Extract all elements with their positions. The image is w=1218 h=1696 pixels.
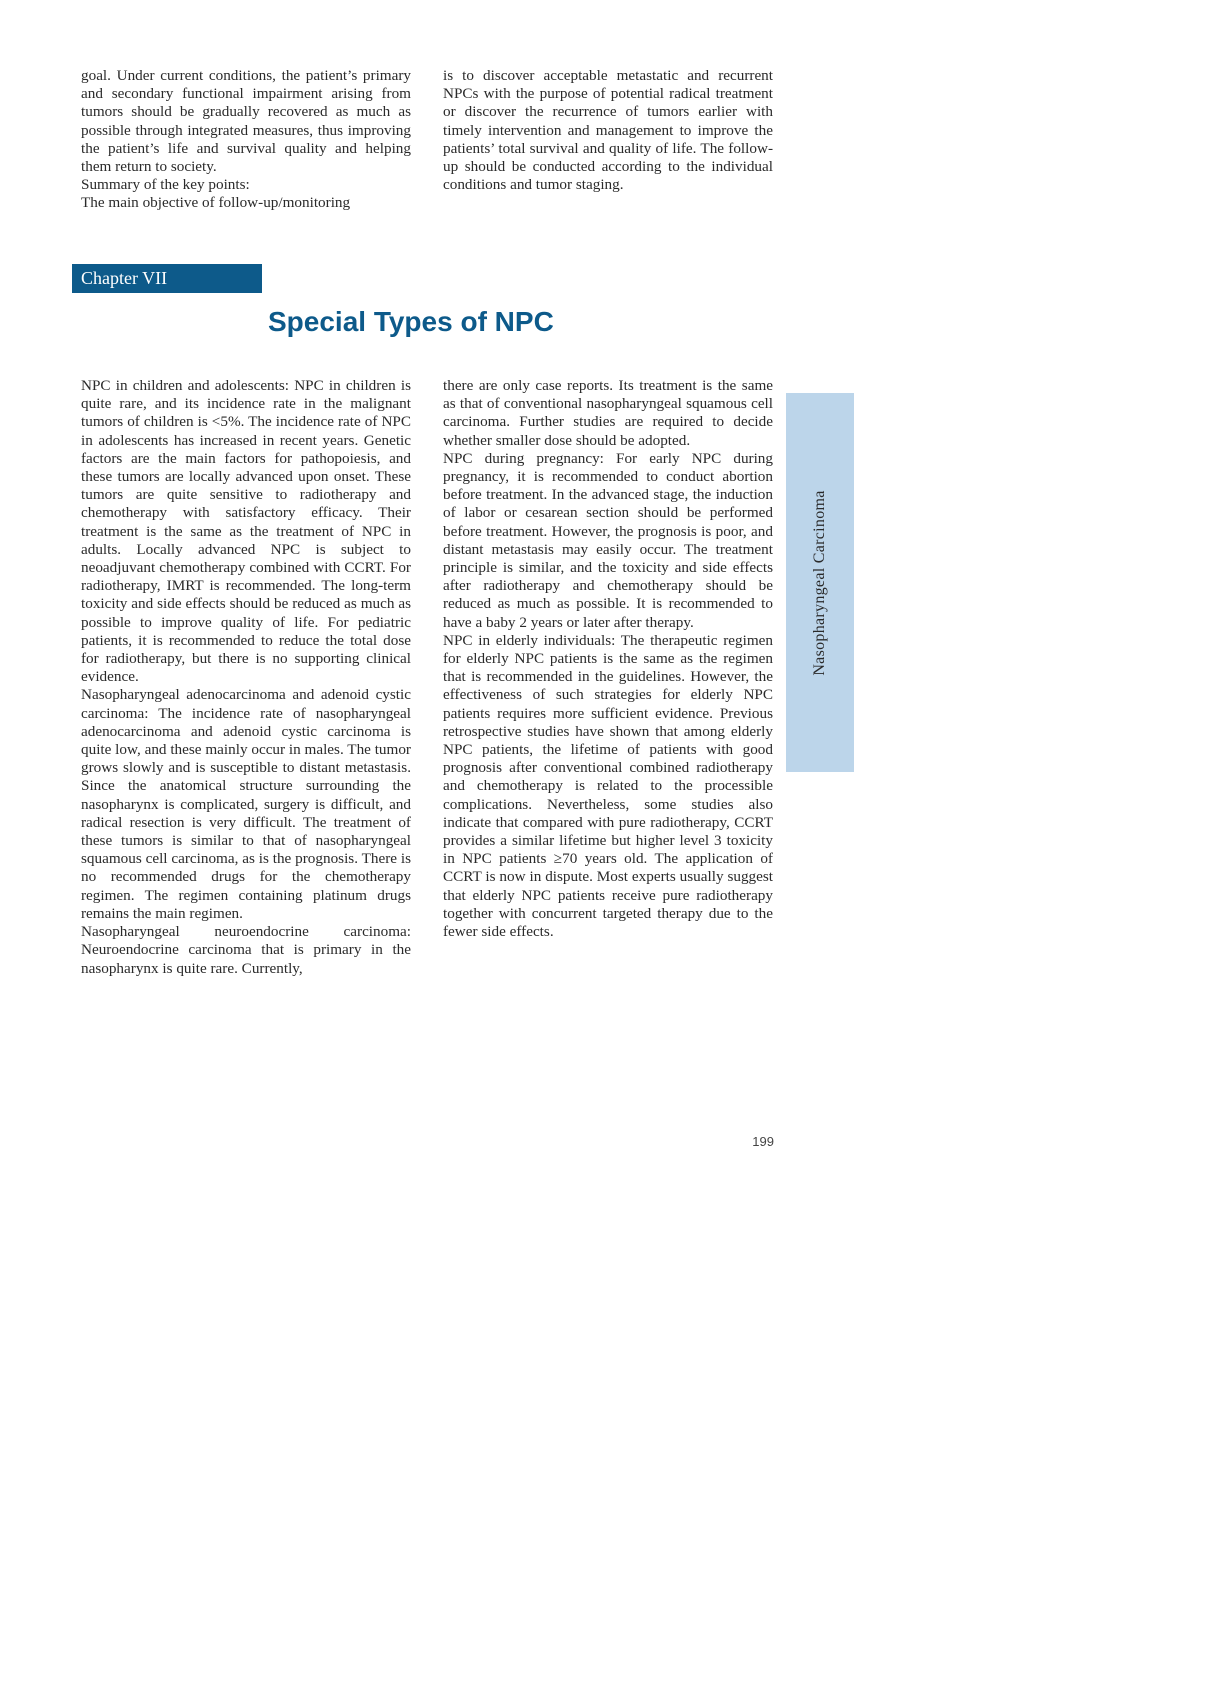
paragraph: goal. Under current conditions, the patient’s primary and secondary functional impairment arising from tumors should be gradually recovered as much as possible through integrated measures, thus improving the patient’s life and survival quality and helping them return to society. [81, 67, 411, 176]
paragraph: Nasopharyngeal adenocarcinoma and adenoid cystic carcinoma: The incidence rate of nasopharyngeal adenocarcinoma and adenoid cystic carcinoma is quite low, and these mainly occur in males. The tumor grows slowly and is susceptible to distant metastasis. Since the anatomical structure surrounding the nasopharynx is complicated, surgery is difficult, and radical resection is very difficult. The treatment of these tumors is similar to that of nasopharyngeal squamous cell carcinoma, as is the prognosis. There is no recommended drugs for the chemotherapy regimen. The regimen containing platinum drugs remains the main regimen. [81, 686, 411, 922]
paragraph: NPC in children and adolescents: NPC in children is quite rare, and its incidence rate in the malignant tumors of children is <5%. The incidence rate of NPC in adolescents has increased in recent years. Genetic factors are the main factors for pathopoiesis, and these tumors are locally advanced upon onset. These tumors are quite sensitive to radiotherapy and chemotherapy with satisfactory efficacy. Their treatment is the same as the treatment of NPC in adults. Locally advanced NPC is subject to neoadjuvant chemotherapy combined with CCRT. For radiotherapy, IMRT is recommended. The long-term toxicity and side effects should be reduced as much as possible to improve quality of life. For pediatric patients, it is recommended to reduce the total dose for radiotherapy, but there is no supporting clinical evidence. [81, 377, 411, 686]
top-left-column [81, 67, 411, 213]
body-left-column [81, 377, 411, 978]
side-tab [786, 393, 854, 772]
chapter-label: Chapter VII [72, 264, 262, 293]
side-tab-label: Nasopharyngeal Carcinoma [811, 489, 828, 676]
chapter-title: Special Types of NPC [268, 306, 554, 337]
paragraph: NPC during pregnancy: For early NPC during pregnancy, it is recommended to conduct abortion before treatment. In the advanced stage, the induction of labor or cesarean section should be performed before treatment. However, the prognosis is poor, and distant metastasis may easily occur. The treatment principle is similar, and the toxicity and side effects after radiotherapy and chemotherapy should be reduced as much as possible. It is recommended to have a baby 2 years or later after therapy. [443, 449, 773, 631]
top-right-column [443, 67, 773, 194]
paragraph: is to discover acceptable metastatic and recurrent NPCs with the purpose of potential radical treatment or discover the recurrence of tumors earlier with timely intervention and management to improve the patients’ total survival and quality of life. The follow-up should be conducted according to the individual conditions and tumor staging. [443, 67, 773, 194]
body-right-column [443, 377, 773, 941]
paragraph: Nasopharyngeal neuroendocrine carcinoma: Neuroendocrine carcinoma that is primary in the nasopharynx is quite rare. Currently, [81, 923, 411, 977]
paragraph: NPC in elderly individuals: The therapeutic regimen for elderly NPC patients is the same as the regimen that is recommended in the guidelines. However, the effectiveness of such strategies for elderly NPC patients requires more sufficient evidence. Previous retrospective studies have shown that among elderly NPC patients, the lifetime of patients with good prognosis after conventional combined radiotherapy and chemotherapy is related to the processible complications. Nevertheless, some studies also indicate that compared with pure radiotherapy, CCRT provides a similar lifetime but higher level 3 toxicity in NPC patients ≥70 years old. The application of CCRT is now in dispute. Most experts usually suggest that elderly NPC patients receive pure radiotherapy together with concurrent targeted therapy due to the fewer side effects. [443, 631, 773, 941]
paragraph: Summary of the key points: [81, 176, 250, 194]
paragraph: The main objective of follow-up/monitoring [81, 194, 351, 212]
paragraph: there are only case reports. Its treatment is the same as that of conventional nasopharyngeal squamous cell carcinoma. Further studies are required to decide whether smaller dose should be adopted. [443, 377, 773, 449]
page-number: 199 [752, 1134, 774, 1149]
